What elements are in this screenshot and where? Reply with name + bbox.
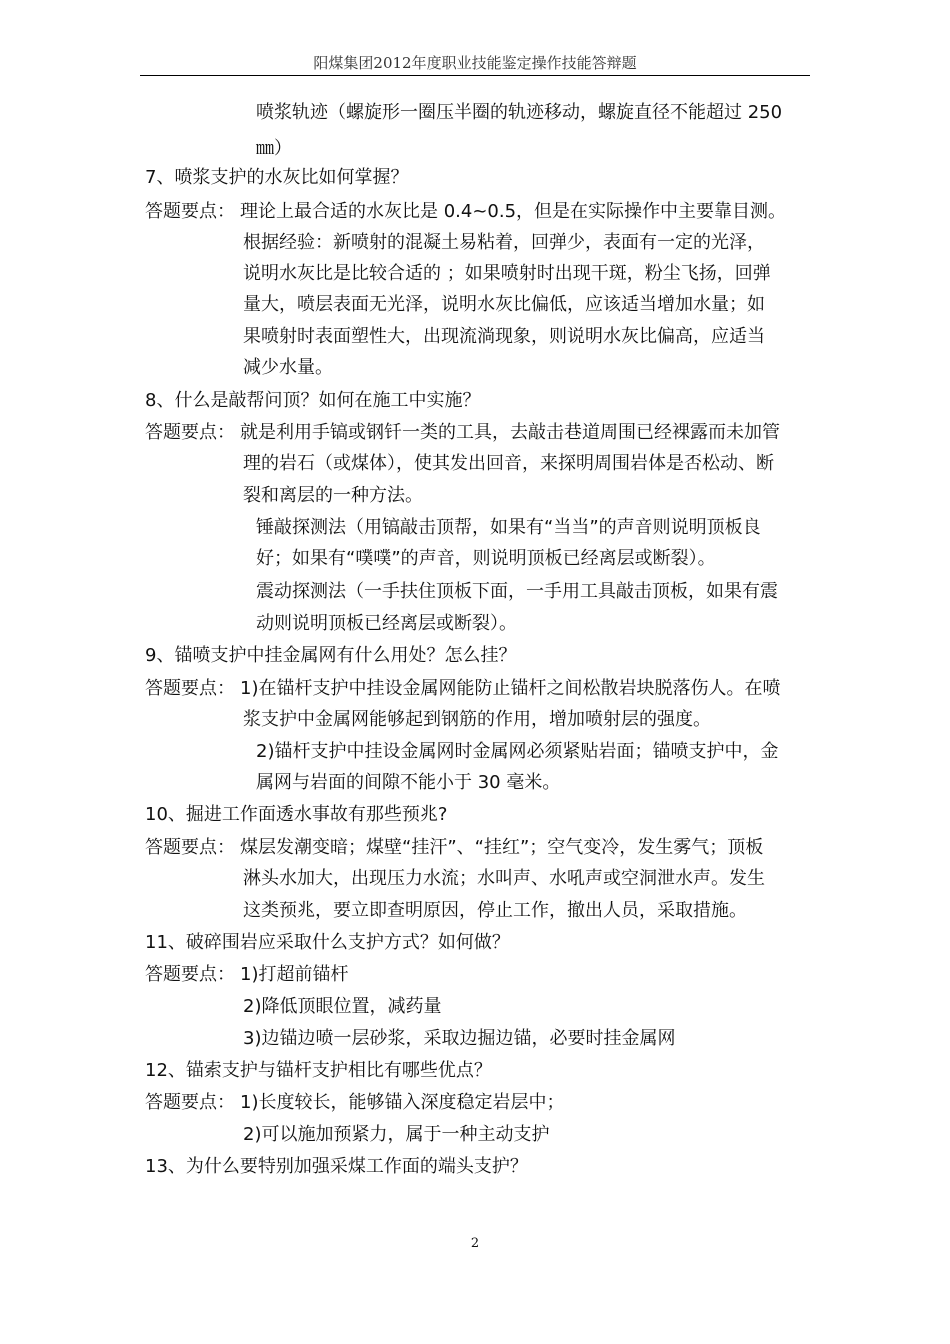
- text-line: 1)打超前锚杆: [240, 964, 349, 985]
- question-13: 13、为什么要特别加强采煤工作面的端头支护？: [145, 1156, 528, 1177]
- text-line: 好；如果有“噗噗”的声音，则说明顶板已经离层或断裂）。: [256, 548, 716, 569]
- text-line: 理论上最合适的水灰比是 0.4~0.5，但是在实际操作中主要靠目测。: [240, 201, 787, 222]
- question-11: 11、破碎围岩应采取什么支护方式？如何做？: [145, 932, 510, 953]
- text-line: 这类预兆，要立即查明原因，停止工作，撤出人员，采取措施。: [243, 900, 747, 921]
- question-10: 10、掘进工作面透水事故有那些预兆?: [145, 804, 448, 825]
- text-line: 1)在锚杆支护中挂设金属网能防止锚杆之间松散岩块脱落伤人。在喷: [240, 678, 781, 699]
- text-line: 理的岩石（或煤体），使其发出回音，来探明周围岩体是否松动、断: [243, 453, 774, 474]
- answer-label: 答题要点：: [145, 201, 235, 222]
- answer-label: 答题要点：: [145, 1092, 235, 1113]
- text-line: 浆支护中金属网能够起到钢筋的作用，增加喷射层的强度。: [243, 709, 711, 730]
- text-line: 量大，喷层表面无光泽，说明水灰比偏低，应该适当增加水量；如: [243, 294, 765, 315]
- question-8: 8、什么是敲帮问顶？如何在施工中实施？: [145, 390, 481, 411]
- text-line: 果喷射时表面塑性大，出现流淌现象，则说明水灰比偏高，应适当: [243, 326, 765, 347]
- page-header-title: 阳煤集团2012年度职业技能鉴定操作技能答辩题: [313, 54, 637, 72]
- text-line: 锤敲探测法（用镐敲击顶帮，如果有“当当”的声音则说明顶板良: [256, 517, 761, 538]
- text-line: 动则说明顶板已经离层或断裂）。: [256, 613, 517, 634]
- header-divider: [140, 75, 810, 76]
- question-12: 12、锚索支护与锚杆支护相比有哪些优点？: [145, 1060, 492, 1081]
- page-number: 2: [470, 1236, 480, 1251]
- text-line: 2)锚杆支护中挂设金属网时金属网必须紧贴岩面；锚喷支护中，金: [256, 741, 779, 762]
- question-9: 9、锚喷支护中挂金属网有什么用处？怎么挂？: [145, 645, 517, 666]
- text-line: ㎜）: [256, 138, 292, 159]
- text-line: 3)边锚边喷一层砂浆，采取边掘边锚，必要时挂金属网: [243, 1028, 676, 1049]
- text-line: 属网与岩面的间隙不能小于 30 毫米。: [256, 772, 561, 793]
- text-line: 说明水灰比是比较合适的 ；如果喷射时出现干斑，粉尘飞扬，回弹: [243, 263, 771, 284]
- text-line: 震动探测法（一手扶住顶板下面，一手用工具敲击顶板，如果有震: [256, 581, 778, 602]
- text-line: 2)可以施加预紧力，属于一种主动支护: [243, 1124, 550, 1145]
- text-line: 减少水量。: [243, 357, 333, 378]
- answer-label: 答题要点：: [145, 678, 235, 699]
- text-line: 淋头水加大，出现压力水流；水叫声、水吼声或空洞泄水声。发生: [243, 868, 765, 889]
- text-line: 就是利用手镐或钢钎一类的工具，去敲击巷道周围已经裸露而未加管: [240, 422, 780, 443]
- text-line: 煤层发潮变暗；煤壁“挂汗”、“挂红”；空气变冷，发生雾气；顶板: [240, 837, 764, 858]
- text-line: 2)降低顶眼位置，减药量: [243, 996, 442, 1017]
- answer-label: 答题要点：: [145, 837, 235, 858]
- text-line: 1)长度较长，能够锚入深度稳定岩层中；: [240, 1092, 565, 1113]
- text-line: 根据经验：新喷射的混凝土易粘着，回弹少，表面有一定的光泽，: [243, 232, 765, 253]
- text-line: 喷浆轨迹（螺旋形一圈压半圈的轨迹移动，螺旋直径不能超过 250: [256, 102, 783, 123]
- answer-label: 答题要点：: [145, 422, 235, 443]
- question-7: 7、喷浆支护的水灰比如何掌握？: [145, 167, 409, 188]
- text-line: 裂和离层的一种方法。: [243, 485, 423, 506]
- answer-label: 答题要点：: [145, 964, 235, 985]
